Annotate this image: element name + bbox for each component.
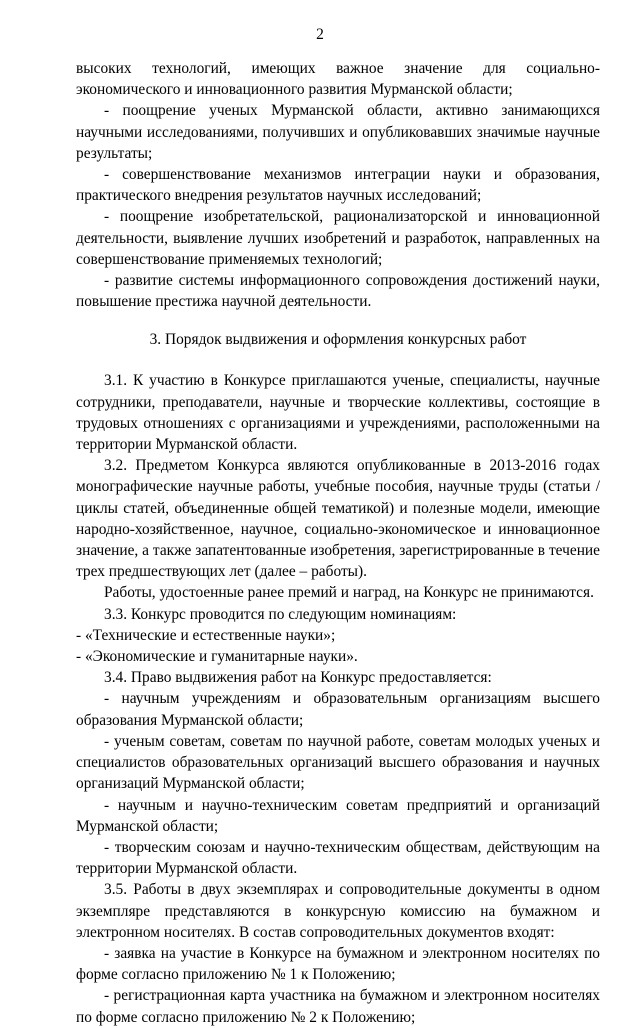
document-body [76, 58, 600, 1028]
paragraph: Работы, удостоенные ранее премий и наград, на Конкурс не принимаются. [104, 584, 594, 602]
paragraph: 3.2. Предметом Конкурса являются опубликованные в 2013-2016 годах монографические научные работы, учебные пособия, научные труды (статьи / циклы статей, объединенные общей тематикой) и полезные модели, имеющие народно-хозяйственное, научное, социально-экономическое и инновационное значение, а также запатентованные изобретения, зарегистрированные в течение трех предшествующих лет (далее – работы). [76, 457, 600, 581]
paragraph: - «Технические и естественные науки»; [76, 626, 336, 644]
paragraph: - совершенствование механизмов интеграции науки и образования, практического внедрения результатов научных исследований; [76, 166, 600, 205]
paragraph: - ученым советам, советам по научной работе, советам молодых ученых и специалистов образовательных организаций высшего образования и научных организаций Мурманской области; [76, 732, 600, 793]
paragraph: - научным учреждениям и образовательным организациям высшего образования Мурманской области; [76, 690, 600, 729]
paragraph: - «Экономические и гуманитарные науки». [76, 648, 358, 666]
paragraph: 3.4. Право выдвижения работ на Конкурс предоставляется: [104, 669, 492, 687]
paragraph: 3.1. К участию в Конкурсе приглашаются ученые, специалисты, научные сотрудники, преподаватели, научные и творческие коллективы, состоящие в трудовых отношениях с организациями и учреждениями, расположенными на территории Мурманской области. [76, 372, 600, 454]
paragraph: - творческим союзам и научно-техническим обществам, действующим на территории Мурманской области. [76, 838, 600, 878]
paragraph: 3.3. Конкурс проводится по следующим номинациям: [104, 605, 457, 623]
section-heading: 3. Порядок выдвижения и оформления конкурсных работ [149, 331, 527, 349]
paragraph: - научным и научно-техническим советам предприятий и организаций Мурманской области; [76, 796, 600, 835]
paragraph: - развитие системы информационного сопровождения достижений науки, повышение престижа научной деятельности. [76, 272, 600, 311]
page-number: 2 [316, 26, 324, 43]
paragraph: 3.5. Работы в двух экземплярах и сопроводительные документы в одном экземпляре представляются в конкурсную комиссию на бумажном и электронном носителях. В состав сопроводительных документов входят: [76, 881, 600, 941]
paragraph: - поощрение изобретательской, рационализаторской и инновационной деятельности, выявление лучших изобретений и разработок, направленных на совершенствование применяемых технологий; [76, 208, 600, 268]
paragraph: - поощрение ученых Мурманской области, активно занимающихся научными исследованиями, получивших и опубликовавших значимые научные результаты; [76, 102, 600, 162]
paragraph: - регистрационная карта участника на бумажном и электронном носителях по форме согласно приложению № 2 к Положению; [76, 987, 600, 1026]
paragraph: высоких технологий, имеющих важное значение для социально-экономического и инновационного развития Мурманской области; [76, 60, 600, 99]
paragraph: - заявка на участие в Конкурсе на бумажном и электронном носителях по форме согласно приложению № 1 к Положению; [76, 944, 600, 984]
